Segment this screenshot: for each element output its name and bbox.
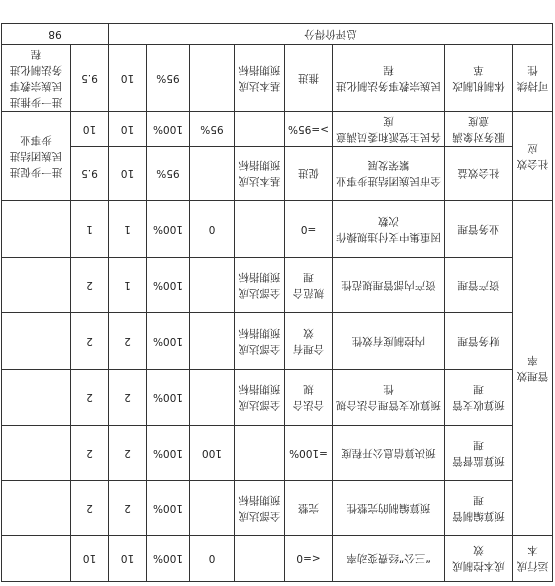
rate-cell: 100% bbox=[147, 481, 190, 536]
target-cell bbox=[235, 112, 285, 147]
indicator-cell: 业务管理 bbox=[445, 201, 513, 258]
standard-cell: =100% bbox=[285, 426, 333, 481]
indicator-cell: 体制机制改革 bbox=[445, 45, 513, 112]
weight-cell: 10 bbox=[109, 147, 147, 201]
note-cell: 进一步促进民族团结进步事业 bbox=[2, 112, 71, 201]
weight-cell: 10 bbox=[109, 112, 147, 147]
score-cell: 9.5 bbox=[71, 45, 109, 112]
weight-cell: 2 bbox=[109, 426, 147, 481]
standard-cell: 合理有效 bbox=[285, 313, 333, 370]
note-cell bbox=[2, 370, 71, 426]
content-cell: 全市民族团结进步事业繁荣发展 bbox=[333, 147, 445, 201]
category-cell: 可持续性 bbox=[513, 45, 553, 112]
score-cell: 2 bbox=[71, 481, 109, 536]
content-cell: 各民主党派和委员满意度 bbox=[333, 112, 445, 147]
content-cell: 预决算信息公开程度 bbox=[333, 426, 445, 481]
table-row bbox=[2, 45, 553, 112]
rate-cell: 95% bbox=[147, 45, 190, 112]
standard-cell: 促进 bbox=[285, 147, 333, 201]
weight-cell: 10 bbox=[109, 536, 147, 582]
weight-cell: 2 bbox=[109, 370, 147, 426]
rate-cell: 100% bbox=[147, 536, 190, 582]
total-label: 总评价得分 bbox=[109, 24, 553, 45]
target-cell bbox=[235, 426, 285, 481]
actual-cell bbox=[190, 313, 235, 370]
target-cell: 全部达成预期指标 bbox=[235, 370, 285, 426]
note-cell bbox=[2, 536, 71, 582]
indicator-cell: 服务对象满意度 bbox=[445, 112, 513, 147]
total-row bbox=[2, 24, 553, 45]
table-row bbox=[2, 112, 553, 147]
score-cell: 1 bbox=[71, 201, 109, 258]
table-row bbox=[2, 536, 553, 582]
content-cell: “三公”经费变动率 bbox=[333, 536, 445, 582]
content-cell: 民族宗教事务法制化进程 bbox=[333, 45, 445, 112]
indicator-cell: 资产管理 bbox=[445, 258, 513, 313]
content-cell: 内控制度有效性 bbox=[333, 313, 445, 370]
actual-cell bbox=[190, 258, 235, 313]
note-cell bbox=[2, 258, 71, 313]
standard-cell: >=95% bbox=[285, 112, 333, 147]
note-cell: 进一步推进民族宗教事务法制化进程 bbox=[2, 45, 71, 112]
score-cell: 2 bbox=[71, 370, 109, 426]
rate-cell: 100% bbox=[147, 258, 190, 313]
standard-cell: 推进 bbox=[285, 45, 333, 112]
actual-cell: 100 bbox=[190, 426, 235, 481]
indicator-cell: 财务管理 bbox=[445, 313, 513, 370]
target-cell bbox=[235, 536, 285, 582]
category-cell: 运行成本 bbox=[513, 536, 553, 582]
weight-cell: 2 bbox=[109, 481, 147, 536]
actual-cell bbox=[190, 45, 235, 112]
table-row bbox=[2, 426, 553, 481]
weight-cell: 1 bbox=[109, 258, 147, 313]
table-row bbox=[2, 481, 553, 536]
table-row bbox=[2, 201, 553, 258]
target-cell: 基本达成预期指标 bbox=[235, 45, 285, 112]
indicator-cell: 预算监督管理 bbox=[445, 426, 513, 481]
actual-cell: 0 bbox=[190, 201, 235, 258]
indicator-cell: 社会效益 bbox=[445, 147, 513, 201]
content-cell: 预算收支管理合法合规性 bbox=[333, 370, 445, 426]
actual-cell bbox=[190, 481, 235, 536]
table-row bbox=[2, 370, 553, 426]
score-cell: 2 bbox=[71, 258, 109, 313]
indicator-cell: 预算编制管理 bbox=[445, 481, 513, 536]
rate-cell: 95% bbox=[147, 147, 190, 201]
rate-cell: 100% bbox=[147, 112, 190, 147]
standard-cell: 完整 bbox=[285, 481, 333, 536]
rate-cell: 100% bbox=[147, 201, 190, 258]
rate-cell: 100% bbox=[147, 313, 190, 370]
rate-cell: 100% bbox=[147, 370, 190, 426]
target-cell: 全部达成预期指标 bbox=[235, 258, 285, 313]
score-cell: 2 bbox=[71, 426, 109, 481]
weight-cell: 10 bbox=[109, 45, 147, 112]
standard-cell: 合法合规 bbox=[285, 370, 333, 426]
score-cell: 10 bbox=[71, 112, 109, 147]
target-cell bbox=[235, 201, 285, 258]
total-score: 98 bbox=[2, 24, 109, 45]
content-cell: 因重集中支付违规操作次数 bbox=[333, 201, 445, 258]
table-row bbox=[2, 313, 553, 370]
indicator-cell: 成本控制成效 bbox=[445, 536, 513, 582]
table-row bbox=[2, 147, 553, 201]
note-cell bbox=[2, 426, 71, 481]
score-cell: 9.5 bbox=[71, 147, 109, 201]
standard-cell: <=0 bbox=[285, 536, 333, 582]
content-cell: 预算编制的完整性 bbox=[333, 481, 445, 536]
content-cell: 资产内部管理规范性 bbox=[333, 258, 445, 313]
actual-cell bbox=[190, 147, 235, 201]
standard-cell: =0 bbox=[285, 201, 333, 258]
note-cell bbox=[2, 481, 71, 536]
target-cell: 基本达成预期指标 bbox=[235, 147, 285, 201]
actual-cell: 0 bbox=[190, 536, 235, 582]
indicator-cell: 预算收支管理 bbox=[445, 370, 513, 426]
table-row bbox=[2, 258, 553, 313]
category-cell: 社会效应 bbox=[513, 112, 553, 201]
weight-cell: 1 bbox=[109, 201, 147, 258]
score-cell: 2 bbox=[71, 313, 109, 370]
target-cell: 全部达成预期指标 bbox=[235, 481, 285, 536]
rate-cell: 100% bbox=[147, 426, 190, 481]
actual-cell bbox=[190, 370, 235, 426]
category-cell: 管理效率 bbox=[513, 201, 553, 536]
note-cell bbox=[2, 313, 71, 370]
standard-cell: 规范合理 bbox=[285, 258, 333, 313]
actual-cell: 95% bbox=[190, 112, 235, 147]
target-cell: 全部达成预期指标 bbox=[235, 313, 285, 370]
note-cell bbox=[2, 201, 71, 258]
score-cell: 10 bbox=[71, 536, 109, 582]
weight-cell: 2 bbox=[109, 313, 147, 370]
performance-score-table bbox=[1, 23, 553, 582]
